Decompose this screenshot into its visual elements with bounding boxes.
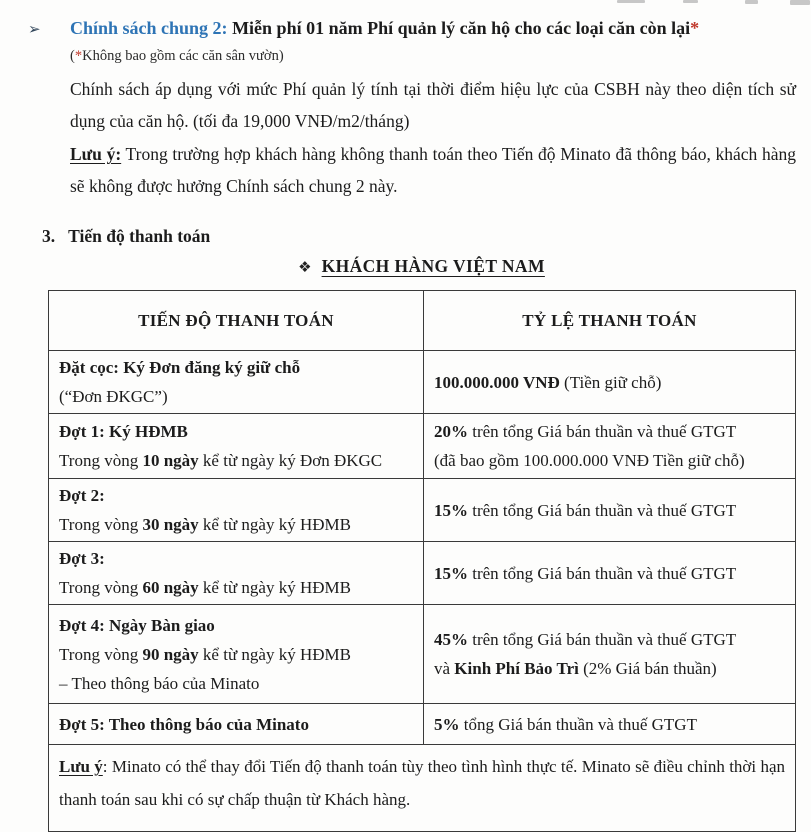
scan-artifact (683, 0, 698, 3)
section-heading (42, 226, 210, 247)
scan-artifact (617, 0, 645, 3)
table-row (49, 704, 796, 745)
schedule-cell: Đặt cọc: Ký Đơn đăng ký giữ chỗ (“Đơn ĐKGC”) (49, 351, 424, 414)
scan-artifact (745, 0, 758, 4)
schedule-cell: Đợt 4: Ngày Bàn giao Trong vòng 90 ngày kể từ ngày ký HĐMB – Theo thông báo của Minato (49, 605, 424, 704)
section-number: 3. (42, 226, 56, 246)
table-note-text: : Minato có thể thay đổi Tiến độ thanh toán tùy theo tình hình thực tế. Minato sẽ điều chỉnh thời hạn thanh toán sau khi có sự chấp thuận từ Khách hàng. (59, 757, 785, 809)
ratio-cell: 5% tổng Giá bán thuần và thuế GTGT (424, 704, 796, 745)
ratio-cell: 100.000.000 VNĐ (Tiền giữ chỗ) (424, 351, 796, 414)
table-note-cell (49, 745, 796, 832)
header-schedule: TIẾN ĐỘ THANH TOÁN (49, 291, 424, 351)
schedule-cell: Đợt 1: Ký HĐMB Trong vòng 10 ngày kể từ ngày ký Đơn ĐKGC (49, 414, 424, 479)
note-text: Trong trường hợp khách hàng không thanh toán theo Tiến độ Minato đã thông báo, khách hàng sẽ không được hưởng Chính sách chung 2 này. (70, 144, 796, 196)
table-header-row (49, 291, 796, 351)
schedule-cell: Đợt 2: Trong vòng 30 ngày kể từ ngày ký HĐMB (49, 479, 424, 542)
policy-asterisk: * (690, 18, 700, 38)
header-ratio: TỶ LỆ THANH TOÁN (424, 291, 796, 351)
policy-note (70, 138, 796, 202)
schedule-cell: Đợt 3: Trong vòng 60 ngày kể từ ngày ký HĐMB (49, 542, 424, 605)
table-row (49, 479, 796, 542)
arrow-bullet-icon: ➢ (28, 20, 41, 38)
table-row (49, 414, 796, 479)
table-row (49, 542, 796, 605)
section-title: Tiến độ thanh toán (68, 226, 211, 246)
note-label: Lưu ý: (70, 144, 122, 164)
table-row (49, 605, 796, 704)
ratio-cell: 15% trên tổng Giá bán thuần và thuế GTGT (424, 479, 796, 542)
diamond-bullet-icon: ❖ (298, 258, 312, 276)
schedule-cell: Đợt 5: Theo thông báo của Minato (49, 704, 424, 745)
footnote-text: Không bao gồm các căn sân vườn) (82, 48, 284, 64)
ratio-cell: 20% trên tổng Giá bán thuần và thuế GTGT (đã bao gồm 100.000.000 VNĐ Tiền giữ chỗ) (424, 414, 796, 479)
ratio-cell: 45% trên tổng Giá bán thuần và thuế GTGT và Kinh Phí Bảo Trì (2% Giá bán thuần) (424, 605, 796, 704)
footnote-star: * (74, 48, 83, 64)
policy-label: Chính sách chung 2: (70, 18, 228, 38)
policy-body: Chính sách áp dụng với mức Phí quản lý tính tại thời điểm hiệu lực của CSBH này theo diện tích sử dụng của căn hộ. (tối đa 19,000 VNĐ/m2/tháng) (70, 79, 796, 131)
table-note-label: Lưu ý (59, 757, 103, 776)
scan-artifact (790, 0, 810, 5)
table-note-row (49, 745, 796, 832)
customer-type-subheading (48, 256, 795, 277)
table-row (49, 351, 796, 414)
subheading-text: KHÁCH HÀNG VIỆT NAM (321, 256, 545, 276)
policy-headline: Miễn phí 01 năm Phí quản lý căn hộ cho các loại căn còn lại (227, 18, 691, 38)
payment-table (48, 290, 796, 832)
ratio-cell: 15% trên tổng Giá bán thuần và thuế GTGT (424, 542, 796, 605)
footnote-open: ( (70, 48, 75, 64)
policy-heading (28, 14, 788, 43)
policy-footnote (70, 48, 284, 65)
